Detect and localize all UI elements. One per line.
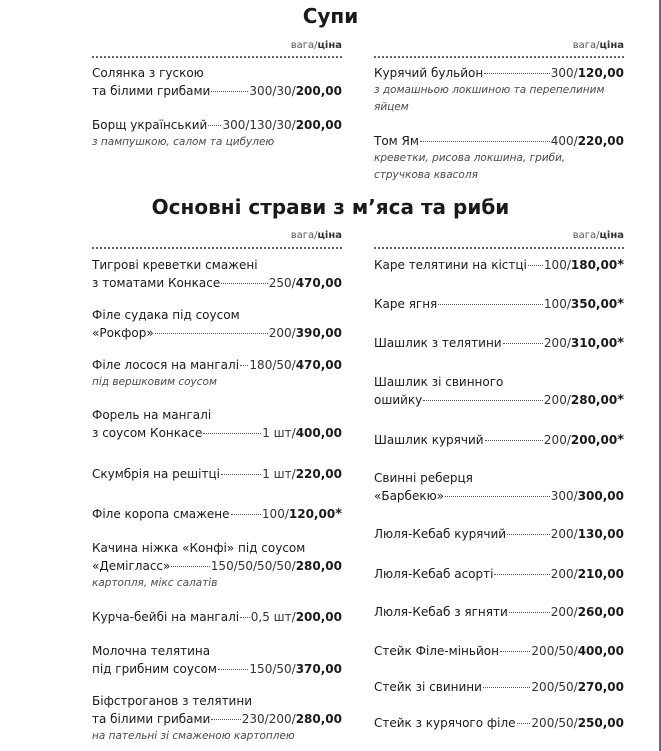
dot-leader (494, 574, 549, 575)
item-name: Каре телятини на кістці (374, 258, 527, 272)
item-price: 370,00 (295, 662, 342, 676)
item-name: під грибним соусом (92, 662, 217, 676)
item-name: Курячий бульйон (374, 66, 484, 80)
item-price-line (374, 714, 624, 732)
item-weight: 300/130/30/ (222, 118, 296, 132)
item-name: Шашлик з телятини (374, 336, 502, 350)
item-name: Шашлик курячий (374, 433, 484, 447)
price-header: ціна (317, 230, 342, 241)
item-weight: 1 шт/ (262, 426, 296, 440)
item-name: Курча-бейбі на мангалі (92, 610, 240, 624)
price-header: ціна (599, 40, 624, 51)
menu-item (374, 256, 624, 275)
item-price-line (374, 565, 624, 583)
dot-leader (528, 265, 543, 266)
dotted-divider (92, 247, 342, 249)
item-weight: 180/50/ (249, 358, 296, 372)
item-price: 210,00 (577, 567, 624, 581)
item-price: 470,00 (295, 276, 342, 290)
item-weight: 200/50/ (531, 680, 578, 694)
item-price-line (374, 642, 624, 660)
menu-item (374, 642, 624, 660)
item-price: 350,00 (570, 297, 618, 311)
item-name: Том Ям (374, 134, 419, 148)
dot-leader (485, 440, 543, 441)
item-price: 250,00 (577, 716, 624, 730)
item-note: картопля, мікс салатів (92, 577, 218, 589)
item-star: * (617, 258, 624, 273)
item-price-line (374, 132, 624, 150)
mains-title: Основні страви з м’яса та риби (151, 195, 510, 219)
item-name-line: Біфстроганов з телятини (92, 694, 252, 708)
item-price: 200,00 (295, 610, 342, 624)
weight-header: вага/ (572, 40, 600, 51)
menu-item (374, 469, 624, 505)
dot-leader (240, 365, 248, 366)
item-price-line (374, 525, 624, 543)
item-price-line (92, 465, 342, 483)
item-price-line (374, 431, 624, 450)
item-weight: 200/ (550, 605, 578, 619)
menu-item (374, 132, 624, 184)
dot-leader (208, 125, 221, 126)
item-name: та білими грибами (92, 84, 211, 98)
item-price-line (92, 274, 342, 292)
dot-leader (509, 612, 550, 613)
menu-item (92, 539, 342, 592)
item-price-line (374, 256, 624, 275)
item-price-line (374, 487, 624, 505)
dot-leader (503, 343, 543, 344)
dot-leader (218, 669, 248, 670)
item-weight: 100/ (261, 507, 289, 521)
item-price: 220,00 (577, 134, 624, 148)
item-weight: 200/ (543, 393, 571, 407)
item-price-line (92, 710, 342, 728)
dot-leader (507, 534, 550, 535)
item-price: 180,00 (570, 258, 618, 272)
item-name-line: Форель на мангалі (92, 408, 212, 422)
item-weight: 1 шт/ (262, 467, 296, 481)
item-weight: 150/50/50/50/ (210, 559, 296, 573)
item-weight: 200/ (550, 567, 578, 581)
item-name: Філе лосося на мангалі (92, 358, 240, 372)
item-price-line (374, 64, 624, 82)
item-weight: 100/ (543, 258, 571, 272)
dot-leader (445, 496, 550, 497)
mains-left-header (291, 230, 342, 241)
item-weight: 200/50/ (531, 644, 578, 658)
item-name: Борщ український (92, 118, 208, 132)
item-name: Стейк зі свинини (374, 680, 482, 694)
item-price: 260,00 (577, 605, 624, 619)
item-name: «Демігласс» (92, 559, 171, 573)
item-price-line (92, 505, 342, 524)
item-price-line (92, 557, 342, 575)
item-price: 280,00 (570, 393, 618, 407)
item-price: 120,00 (288, 507, 336, 521)
menu-item (374, 373, 624, 410)
item-weight: 200/ (268, 326, 296, 340)
item-price: 390,00 (295, 326, 342, 340)
item-weight: 100/ (543, 297, 571, 311)
item-price-line (374, 678, 624, 696)
menu-item (92, 356, 342, 391)
item-weight: 300/ (550, 66, 578, 80)
menu-item (374, 431, 624, 450)
item-price-line (374, 334, 624, 353)
dot-leader (155, 333, 268, 334)
item-name: Стейк Філе-міньйон (374, 644, 499, 658)
item-price-line (374, 603, 624, 621)
dot-leader (211, 91, 248, 92)
menu-item (374, 334, 624, 353)
item-price: 200,00 (295, 84, 342, 98)
dot-leader (483, 687, 531, 688)
menu-item (92, 116, 342, 151)
menu-item (92, 256, 342, 292)
dot-leader (231, 514, 261, 515)
menu-item (92, 608, 342, 626)
item-price-line (92, 608, 342, 626)
menu-item (92, 306, 342, 342)
dotted-divider (374, 247, 624, 249)
dot-leader (517, 723, 531, 724)
menu-item (374, 64, 624, 116)
item-price: 130,00 (577, 527, 624, 541)
item-name-line: Тигрові креветки смажені (92, 258, 258, 272)
item-price: 220,00 (295, 467, 342, 481)
menu-item (92, 642, 342, 678)
item-weight: 0,5 шт/ (250, 610, 296, 624)
item-name: з томатами Конкасе (92, 276, 221, 290)
item-price: 400,00 (577, 644, 624, 658)
item-price-line (92, 660, 342, 678)
item-price-line (92, 116, 342, 134)
dot-leader (500, 651, 530, 652)
item-name-line: Солянка з гускою (92, 66, 204, 80)
item-weight: 200/50/ (531, 716, 578, 730)
item-weight: 400/ (550, 134, 578, 148)
item-star: * (617, 433, 624, 448)
dot-leader (420, 141, 550, 142)
dot-leader (203, 433, 261, 434)
item-weight: 150/50/ (249, 662, 296, 676)
item-star: * (335, 507, 342, 522)
item-weight: 200/ (550, 527, 578, 541)
item-name-line: Свинні реберця (374, 471, 473, 485)
soups-left-header (291, 40, 342, 51)
item-price: 280,00 (295, 559, 342, 573)
dot-leader (484, 73, 550, 74)
item-star: * (617, 393, 624, 408)
item-price-line (374, 295, 624, 314)
item-price-line (92, 424, 342, 442)
item-price: 270,00 (577, 680, 624, 694)
item-price: 200,00 (295, 118, 342, 132)
price-header: ціна (599, 230, 624, 241)
item-name: ошийку (374, 393, 423, 407)
item-price-line (92, 356, 342, 374)
menu-item (374, 565, 624, 583)
item-name: Люля-Кебаб з ягняти (374, 605, 508, 619)
mains-right-header (573, 230, 624, 241)
menu-item (374, 603, 624, 621)
item-name: Каре ягня (374, 297, 438, 311)
weight-header: вага/ (290, 40, 318, 51)
menu-item (92, 406, 342, 442)
item-price: 470,00 (295, 358, 342, 372)
item-name: Люля-Кебаб асорті (374, 567, 494, 581)
menu-item (374, 714, 624, 732)
item-name: Скумбрія на решітці (92, 467, 220, 481)
item-name-line: Шашлик зі свинного (374, 375, 504, 389)
dot-leader (221, 283, 268, 284)
dot-leader (423, 400, 543, 401)
item-price: 120,00 (577, 66, 624, 80)
item-name: Філе коропа смажене (92, 507, 230, 521)
item-weight: 250/ (268, 276, 296, 290)
item-note: з пампушкою, салом та цибулею (92, 136, 275, 148)
item-name: Люля-Кебаб курячий (374, 527, 507, 541)
item-weight: 300/30/ (249, 84, 296, 98)
item-weight: 200/ (543, 433, 571, 447)
menu-item (92, 692, 342, 745)
item-name: з соусом Конкасе (92, 426, 203, 440)
item-name-line: Філе судака під соусом (92, 308, 240, 322)
dot-leader (221, 474, 261, 475)
price-header: ціна (317, 40, 342, 51)
item-price: 300,00 (577, 489, 624, 503)
item-star: * (617, 297, 624, 312)
item-note: на пательні зі смаженою картоплею (92, 730, 295, 742)
dotted-divider (374, 56, 624, 58)
soups-title: Супи (302, 4, 359, 28)
item-name-line: Молочна телятина (92, 644, 211, 658)
menu-item (374, 295, 624, 314)
item-name: «Барбекю» (374, 489, 445, 503)
item-price: 400,00 (295, 426, 342, 440)
item-name: «Рокфор» (92, 326, 154, 340)
item-note: під вершковим соусом (92, 376, 217, 388)
item-name: та білими грибами (92, 712, 211, 726)
dot-leader (171, 566, 209, 567)
weight-header: вага/ (290, 230, 318, 241)
item-price-line (92, 324, 342, 342)
item-weight: 300/ (550, 489, 578, 503)
item-star: * (617, 336, 624, 351)
item-price: 200,00 (570, 433, 618, 447)
menu-item (374, 525, 624, 543)
dot-leader (240, 617, 250, 618)
item-weight: 230/200/ (241, 712, 296, 726)
item-price: 310,00 (570, 336, 618, 350)
dotted-divider (92, 56, 342, 58)
menu-item (92, 505, 342, 524)
item-note: з домашньою локшиною та перепелиним яйцем (374, 84, 605, 113)
menu-item (92, 465, 342, 483)
menu-item (374, 678, 624, 696)
item-price-line (374, 391, 624, 410)
item-price: 280,00 (295, 712, 342, 726)
item-name-line: Качина ніжка «Конфі» під соусом (92, 541, 306, 555)
dot-leader (438, 304, 543, 305)
item-name: Стейк з курячого філе (374, 716, 516, 730)
item-weight: 200/ (543, 336, 571, 350)
weight-header: вага/ (572, 230, 600, 241)
dot-leader (211, 719, 240, 720)
item-price-line (92, 82, 342, 100)
item-note: креветки, рисова локшина, гриби, стручкова квасоля (374, 152, 566, 181)
menu-item (92, 64, 342, 100)
soups-right-header (573, 40, 624, 51)
